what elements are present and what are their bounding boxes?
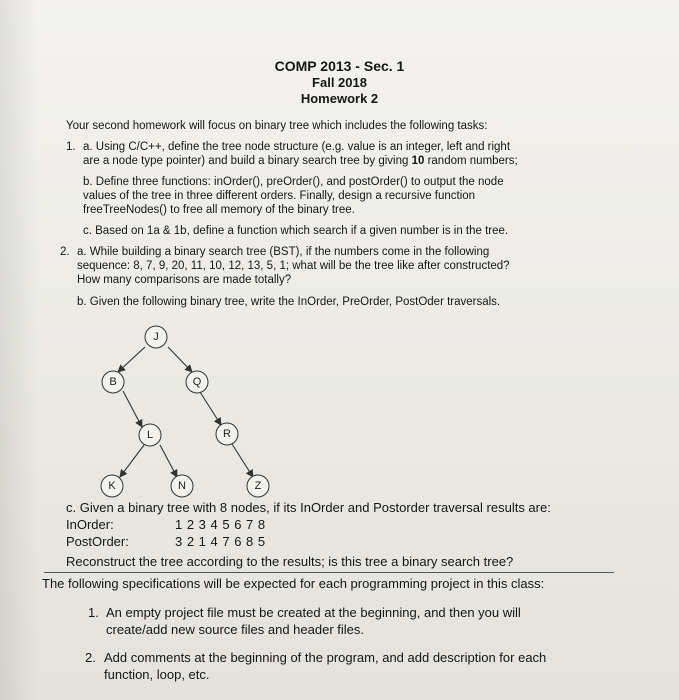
node-label-k: K bbox=[108, 480, 116, 492]
course-title: COMP 2013 - Sec. 1 bbox=[274, 58, 405, 74]
task1-c-line1: c. Based on 1a & 1b, define a function which search if a given number is in the tree. bbox=[83, 225, 509, 237]
spec2-number: 2. bbox=[85, 650, 96, 665]
postorder-label: PostOrder: bbox=[66, 534, 129, 549]
task2-b-line1: b. Given the following binary tree, write the InOrder, PreOrder, PostOder traversals. bbox=[77, 296, 501, 308]
postorder-value: 3 2 1 4 7 6 8 5 bbox=[175, 534, 266, 549]
node-label-r: R bbox=[223, 428, 231, 440]
node-label-j: J bbox=[153, 331, 159, 343]
node-label-l: L bbox=[146, 429, 154, 441]
edge-q-r bbox=[200, 392, 221, 425]
node-label-b: B bbox=[109, 376, 117, 388]
node-label-z: Z bbox=[254, 480, 262, 492]
task1-b-line3: freeTreeNodes() to free all memory of the binary tree. bbox=[83, 204, 355, 216]
term: Fall 2018 bbox=[312, 75, 367, 90]
spec1-line1: An empty project file must be created at the beginning, and then you will bbox=[106, 605, 521, 620]
random-count: 10 bbox=[411, 155, 425, 167]
task1-a-line2-post: random numbers; bbox=[424, 155, 518, 167]
task2-c-question: Reconstruct the tree according to the results; is this tree a binary search tree? bbox=[66, 554, 514, 569]
task1-a-line2-pre: are a node type pointer) and build a binary search tree by giving bbox=[83, 155, 412, 167]
spec2-line1: Add comments at the beginning of the program, and add description for each bbox=[104, 650, 547, 665]
edge-l-n bbox=[160, 445, 177, 477]
edge-l-k bbox=[120, 445, 144, 477]
spec1-number: 1. bbox=[88, 605, 99, 620]
edge-r-z bbox=[232, 444, 253, 477]
task1-number: 1. bbox=[66, 141, 76, 153]
task2-a-line2: sequence: 8, 7, 9, 20, 11, 10, 12, 13, 5, 1; what will be the tree like after constructed? bbox=[77, 260, 510, 272]
intro-text: Your second homework will focus on binary tree which includes the following tasks: bbox=[66, 120, 488, 132]
task2-number: 2. bbox=[60, 246, 70, 258]
section-divider bbox=[44, 572, 614, 573]
task1-a-line1: a. Using C/C++, define the tree node structure (e.g. value is an integer, left and right bbox=[83, 141, 511, 153]
inorder-label: InOrder: bbox=[66, 517, 114, 532]
task2-a-line3: How many comparisons are made totally? bbox=[77, 274, 292, 286]
homework-title: Homework 2 bbox=[300, 91, 379, 106]
edge-j-q bbox=[168, 347, 192, 372]
node-label-q: Q bbox=[192, 376, 202, 388]
node-label-n: N bbox=[178, 480, 186, 492]
edge-j-b bbox=[118, 347, 145, 372]
spec2-line2: function, loop, etc. bbox=[104, 667, 210, 682]
task2-a-line1: a. While building a binary search tree (BST), if the numbers come in the following bbox=[77, 246, 490, 258]
edge-b-l bbox=[123, 391, 142, 427]
inorder-value: 1 2 3 4 5 6 7 8 bbox=[175, 517, 266, 532]
task1-b-line1: b. Define three functions: inOrder(), preOrder(), and postOrder() to output the node bbox=[83, 176, 504, 188]
specs-heading: The following specifications will be expected for each programming project in this class: bbox=[42, 576, 545, 591]
spec1-line2: create/add new source files and header files. bbox=[106, 622, 364, 637]
task2-c-line1: c. Given a binary tree with 8 nodes, if its InOrder and Postorder traversal results are: bbox=[66, 500, 551, 515]
task1-b-line2: values of the tree in three different orders. Finally, design a recursive function bbox=[83, 190, 476, 202]
